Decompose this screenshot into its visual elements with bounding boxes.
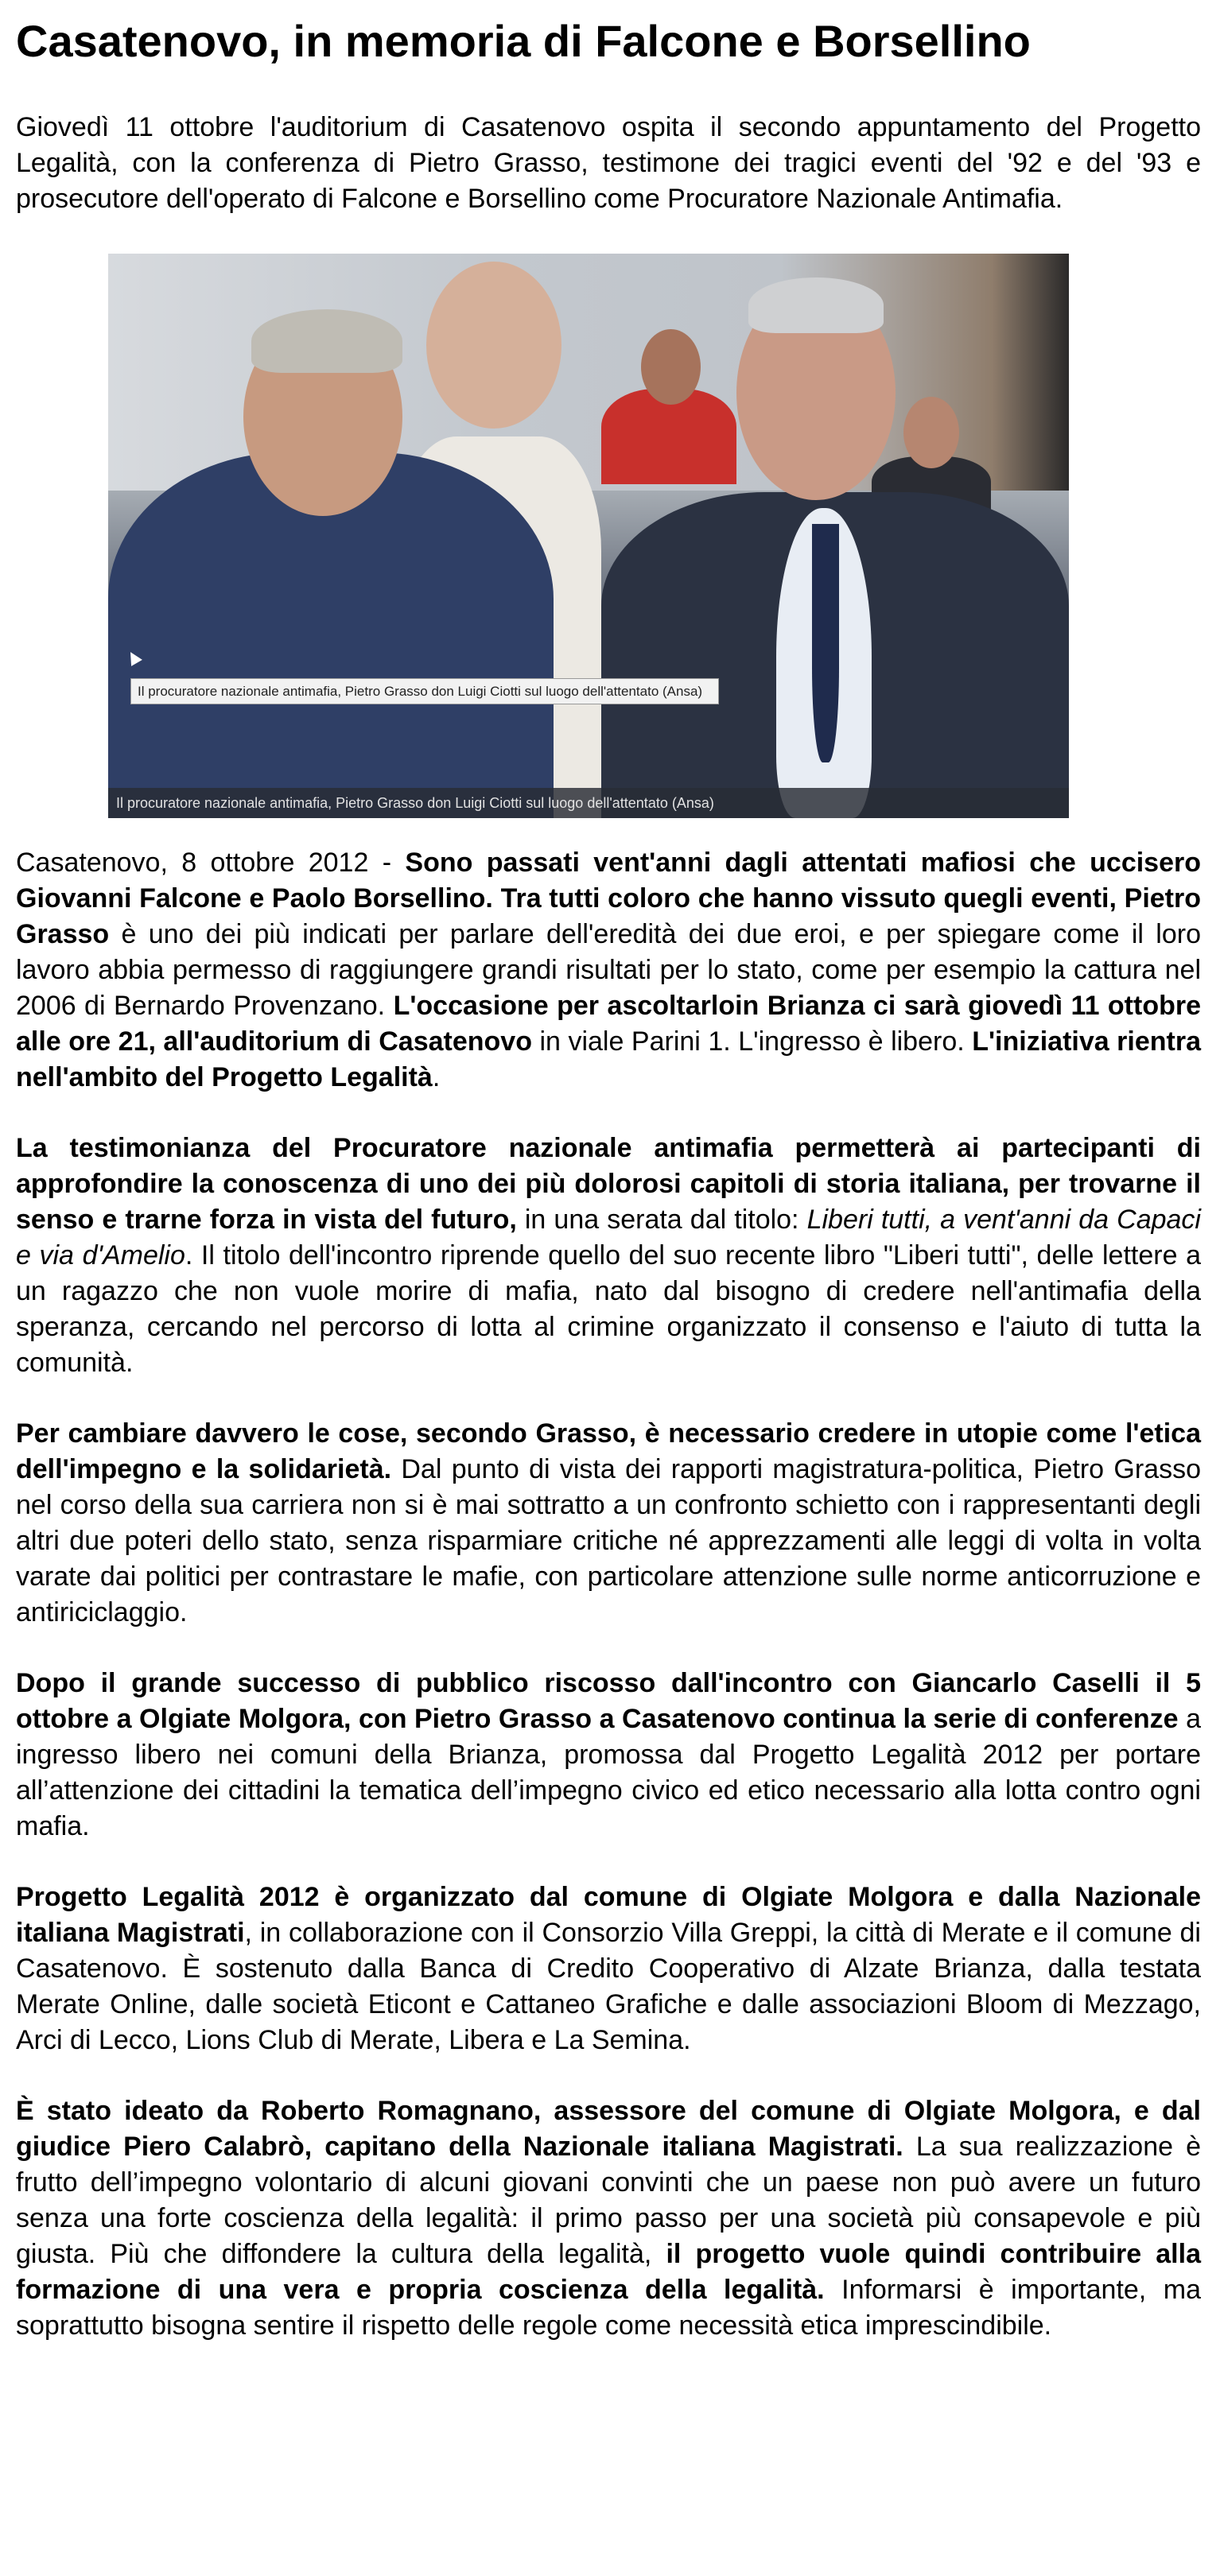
p6-bold-2: il progetto vuole quindi contribuire alla formazione di una vera e propria coscienza della legalità.: [16, 2239, 1201, 2305]
p2-bold-1: La testimonianza del Procuratore nazionale antimafia permetterà ai partecipanti di approfondire la conoscenza di uno dei più dolorosi capitoli di storia italiana, per trovarne il senso e trarne forza in vista del futuro,: [16, 1133, 1201, 1235]
paragraph-2: [16, 1131, 1201, 1381]
p2-text-1: in una serata dal titolo:: [516, 1205, 807, 1235]
p1-bold-3: L'iniziativa rientra nell'ambito del Progetto Legalità: [16, 1026, 1201, 1092]
p6-text-2: Informarsi è importante, ma soprattutto bisogna sentire il rispetto delle regole come necessità etica imprescindibile.: [16, 2275, 1201, 2341]
p5-text-1: , in collaborazione con il Consorzio Villa Greppi, la città di Merate e il comune di Casatenovo. È sostenuto dalla Banca di Credito Cooperativo di Alzate Brianza, dalla testata Merate Online, dalle società Eticont e Cattaneo Grafiche e dalle associazioni Bloom di Mezzago, Arci di Lecco, Lions Club di Merate, Libera e La Semina.: [16, 1918, 1201, 2055]
image-caption: Il procuratore nazionale antimafia, Pietro Grasso don Luigi Ciotti sul luogo dell'attentato (Ansa): [108, 788, 1069, 818]
p2-text-2: . Il titolo dell'incontro riprende quello del suo recente libro "Liberi tutti", delle lettere a un ragazzo che non vuole morire di mafia, nato dal bisogno di credere nell'antimafia della speranza, cercando nel percorso di lotta al crimine organizzato il consenso e l'aiuto di tutta la comunità.: [16, 1240, 1201, 1378]
paragraph-4: [16, 1666, 1201, 1845]
p1-text-2: in viale Parini 1. L'ingresso è libero.: [531, 1026, 973, 1057]
image-tooltip: Il procuratore nazionale antimafia, Pietro Grasso don Luigi Ciotti sul luogo dell'attentato (Ansa): [130, 678, 719, 704]
article-title: Casatenovo, in memoria di Falcone e Borsellino: [16, 16, 1031, 66]
photo-person-background-head: [903, 397, 959, 468]
paragraph-5: [16, 1880, 1201, 2058]
article-photo[interactable]: [108, 254, 1069, 818]
photo-person-crying-hair: [251, 309, 402, 373]
p6-text-1: La sua realizzazione è frutto dell’impegno volontario di alcuni giovani convinti che un paese non può avere un futuro senza una forte coscienza della legalità: il primo passo per una società più consapevole e più giusta. Più che diffondere la cultura della legalità,: [16, 2132, 1202, 2269]
event-title: Liberi tutti, a vent'anni da Capaci e via d'Amelio: [16, 1205, 1201, 1271]
photo-person-red-shirt-head: [641, 329, 701, 405]
p4-text-1: a ingresso libero nei comuni della Brianza, promossa dal Progetto Legalità 2012 per portare all’attenzione dei cittadini la tematica dell’impegno civico ed etico necessario alla lotta contro ogni mafia.: [16, 1704, 1201, 1841]
photo-person-bald-head: [426, 262, 561, 429]
paragraph-6: [16, 2093, 1201, 2344]
dateline: Casatenovo, 8 ottobre 2012 -: [16, 848, 406, 878]
paragraph-3: [16, 1416, 1201, 1631]
p3-bold-1: Per cambiare davvero le cose, secondo Grasso, è necessario credere in utopie come l'etica dell'impegno e la solidarietà.: [16, 1418, 1201, 1484]
p1-text-3: .: [432, 1062, 441, 1092]
paragraph-1: [16, 845, 1201, 1096]
p1-text-1: è uno dei più indicati per parlare dell'eredità dei due eroi, e per spiegare come il loro lavoro abbia permesso di raggiungere grandi risultati per lo stato, come per esempio la cattura nel 2006 di Bernardo Provenzano.: [16, 919, 1201, 1021]
intro-paragraph: Giovedì 11 ottobre l'auditorium di Casatenovo ospita il secondo appuntamento del Progetto Legalità, con la conferenza di Pietro Grasso, testimone dei tragici eventi del '92 e del '93 e prosecutore dell'operato di Falcone e Borsellino come Procuratore Nazionale Antimafia.: [16, 112, 1201, 214]
p6-bold-1: È stato ideato da Roberto Romagnano, assessore del comune di Olgiate Molgora, e dal giudice Piero Calabrò, capitano della Nazionale italiana Magistrati.: [16, 2096, 1201, 2162]
p4-bold-1: Dopo il grande successo di pubblico riscosso dall'incontro con Giancarlo Caselli il 5 ottobre a Olgiate Molgora, con Pietro Grasso a Casatenovo continua la serie di conferenze: [16, 1668, 1201, 1734]
photo-person-suit-tie: [812, 524, 839, 762]
p1-bold-2: L'occasione per ascoltarloin Brianza ci sarà giovedì 11 ottobre alle ore 21, all'auditorium di Casatenovo: [16, 991, 1202, 1057]
photo-person-suit-hair: [748, 277, 884, 333]
p5-bold-1: Progetto Legalità 2012 è organizzato dal comune di Olgiate Molgora e dalla Nazionale italiana Magistrati: [16, 1882, 1201, 1948]
p1-bold-1: Sono passati vent'anni dagli attentati mafiosi che uccisero Giovanni Falcone e Paolo Borsellino. Tra tutti coloro che hanno vissuto quegli eventi, Pietro Grasso: [16, 848, 1201, 949]
p3-text-1: Dal punto di vista dei rapporti magistratura-politica, Pietro Grasso nel corso della sua carriera non si è mai sottratto a un confronto schietto con i rappresentanti degli altri due poteri dello stato, senza risparmiare critiche né apprezzamenti alle leggi di volta in volta varate dai politici per contrastare le mafie, con particolare attenzione sulle norme anticorruzione e antiriciclaggio.: [16, 1454, 1201, 1627]
